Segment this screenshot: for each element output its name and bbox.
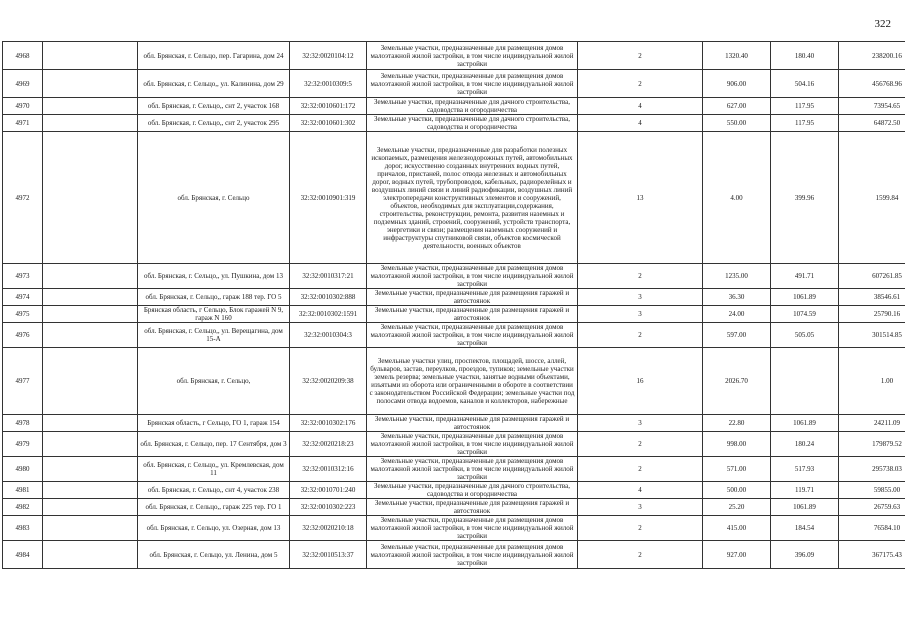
land-use-cell: Земельные участки, предназначенные для дачного строительства, садоводства и огородничества: [367, 98, 578, 115]
cadastral-value-cell: 59855.00: [839, 482, 905, 499]
empty-cell: [43, 541, 138, 569]
cadastral-number-cell: 32:32:0010317:21: [290, 264, 367, 289]
category-cell: 2: [578, 42, 703, 70]
land-use-cell: Земельные участки, предназначенные для размещения домов малоэтажной жилой застройки, в том числе индивидуальной жилой застройки: [367, 457, 578, 482]
address-cell: обл. Брянская, г. Сельцо,, ул. Кремлевская, дом 11: [138, 457, 290, 482]
cadastral-value-cell: 26759.63: [839, 499, 905, 516]
cadastral-number-cell: 32:32:0010302:223: [290, 499, 367, 516]
empty-cell: [43, 132, 138, 264]
empty-cell: [43, 289, 138, 306]
area-cell: 597.00: [703, 323, 771, 348]
row-number: 4980: [3, 457, 43, 482]
row-number: 4971: [3, 115, 43, 132]
cadastral-value-table: [2, 41, 905, 569]
area-cell: 25.20: [703, 499, 771, 516]
row-number: 4976: [3, 323, 43, 348]
empty-cell: [43, 482, 138, 499]
land-use-cell: Земельные участки, предназначенные для размещения домов малоэтажной жилой застройки, в том числе индивидуальной жилой застройки: [367, 323, 578, 348]
table-row: [3, 432, 905, 457]
address-cell: обл. Брянская, г. Сельцо,, гараж 188 тер. ГО 5: [138, 289, 290, 306]
area-cell: 1320.40: [703, 42, 771, 70]
rate-cell: 491.71: [771, 264, 839, 289]
rate-cell: 119.71: [771, 482, 839, 499]
category-cell: 2: [578, 70, 703, 98]
empty-cell: [43, 415, 138, 432]
address-cell: Брянская область, г Сельцо, Блок гаражей N 9, гараж N 160: [138, 306, 290, 323]
table-row: [3, 415, 905, 432]
rate-cell: 517.93: [771, 457, 839, 482]
rate-cell: 117.95: [771, 115, 839, 132]
area-cell: 22.80: [703, 415, 771, 432]
empty-cell: [43, 115, 138, 132]
cadastral-value-cell: 73954.65: [839, 98, 905, 115]
land-use-cell: Земельные участки, предназначенные для размещения домов малоэтажной жилой застройки, в том числе индивидуальной жилой застройки: [367, 42, 578, 70]
row-number: 4982: [3, 499, 43, 516]
empty-cell: [43, 98, 138, 115]
category-cell: 2: [578, 323, 703, 348]
rate-cell: 180.40: [771, 42, 839, 70]
empty-cell: [43, 516, 138, 541]
address-cell: обл. Брянская, г. Сельцо, ул. Озерная, дом 13: [138, 516, 290, 541]
table-row: [3, 289, 905, 306]
category-cell: 2: [578, 541, 703, 569]
table-row: [3, 482, 905, 499]
cadastral-number-cell: 32:32:0010601:172: [290, 98, 367, 115]
row-number: 4978: [3, 415, 43, 432]
category-cell: 3: [578, 499, 703, 516]
address-cell: обл. Брянская, г. Сельцо, пер. 17 Сентября, дом 3: [138, 432, 290, 457]
cadastral-value-cell: 24211.09: [839, 415, 905, 432]
land-use-cell: Земельные участки, предназначенные для дачного строительства, садоводства и огородничества: [367, 115, 578, 132]
empty-cell: [43, 432, 138, 457]
land-use-cell: Земельные участки улиц, проспектов, площадей, шоссе, аллей, бульваров, застав, переулков, проездов, тупиков; земельные участки земель резерва; земельные участки, занятые водными объектами, изъятыми из оборота или ограниченными в обороте в соответствии с законодательством Российской Федерации; земельные участки под полосами отвода водоемов, каналов и коллекторов, набережные: [367, 348, 578, 415]
address-cell: обл. Брянская, г. Сельцо,, ул. Верещагина, дом 15-А: [138, 323, 290, 348]
category-cell: 4: [578, 115, 703, 132]
cadastral-number-cell: 32:32:0010701:240: [290, 482, 367, 499]
rate-cell: 1061.89: [771, 499, 839, 516]
address-cell: обл. Брянская, г. Сельцо,: [138, 348, 290, 415]
land-use-cell: Земельные участки, предназначенные для размещения домов малоэтажной жилой застройки, в том числе индивидуальной жилой застройки: [367, 70, 578, 98]
area-cell: 998.00: [703, 432, 771, 457]
empty-cell: [43, 323, 138, 348]
cadastral-number-cell: 32:32:0010304:3: [290, 323, 367, 348]
area-cell: 927.00: [703, 541, 771, 569]
land-use-cell: Земельные участки, предназначенные для дачного строительства, садоводства и огородничества: [367, 482, 578, 499]
cadastral-value-cell: 367175.43: [839, 541, 905, 569]
land-use-cell: Земельные участки, предназначенные для размещения домов малоэтажной жилой застройки, в том числе индивидуальной жилой застройки: [367, 516, 578, 541]
cadastral-value-cell: 238200.16: [839, 42, 905, 70]
land-use-cell: Земельные участки, предназначенные для размещения домов малоэтажной жилой застройки, в том числе индивидуальной жилой застройки: [367, 541, 578, 569]
area-cell: 1235.00: [703, 264, 771, 289]
table-row: [3, 457, 905, 482]
empty-cell: [43, 457, 138, 482]
empty-cell: [43, 264, 138, 289]
empty-cell: [43, 306, 138, 323]
table-row: [3, 115, 905, 132]
rate-cell: 505.05: [771, 323, 839, 348]
cadastral-value-cell: 76584.10: [839, 516, 905, 541]
cadastral-number-cell: 32:32:0010901:319: [290, 132, 367, 264]
table-body: [3, 42, 905, 569]
address-cell: обл. Брянская, г. Сельцо, ул. Ленина, дом 5: [138, 541, 290, 569]
cadastral-number-cell: 32:32:0010302:888: [290, 289, 367, 306]
table-row: [3, 541, 905, 569]
empty-cell: [43, 42, 138, 70]
land-use-cell: Земельные участки, предназначенные для размещения гаражей и автостоянок: [367, 306, 578, 323]
row-number: 4981: [3, 482, 43, 499]
area-cell: 906.00: [703, 70, 771, 98]
land-use-cell: Земельные участки, предназначенные для размещения домов малоэтажной жилой застройки, в том числе индивидуальной жилой застройки: [367, 264, 578, 289]
cadastral-number-cell: 32:32:0020209:38: [290, 348, 367, 415]
row-number: 4983: [3, 516, 43, 541]
rate-cell: 180.24: [771, 432, 839, 457]
cadastral-number-cell: 32:32:0010302:1591: [290, 306, 367, 323]
cadastral-number-cell: 32:32:0010513:37: [290, 541, 367, 569]
address-cell: обл. Брянская, г. Сельцо: [138, 132, 290, 264]
cadastral-number-cell: 32:32:0010312:16: [290, 457, 367, 482]
land-use-cell: Земельные участки, предназначенные для размещения гаражей и автостоянок: [367, 499, 578, 516]
table-row: [3, 499, 905, 516]
area-cell: 415.00: [703, 516, 771, 541]
cadastral-number-cell: 32:32:0010601:302: [290, 115, 367, 132]
rate-cell: 184.54: [771, 516, 839, 541]
rate-cell: 1061.89: [771, 415, 839, 432]
address-cell: обл. Брянская, г. Сельцо, пер. Гагарина, дом 24: [138, 42, 290, 70]
area-cell: 571.00: [703, 457, 771, 482]
table-row: [3, 264, 905, 289]
table-row: [3, 70, 905, 98]
row-number: 4975: [3, 306, 43, 323]
land-use-cell: Земельные участки, предназначенные для размещения гаражей и автостоянок: [367, 289, 578, 306]
category-cell: 4: [578, 98, 703, 115]
category-cell: 13: [578, 132, 703, 264]
category-cell: 3: [578, 289, 703, 306]
rate-cell: 504.16: [771, 70, 839, 98]
rate-cell: 399.96: [771, 132, 839, 264]
cadastral-value-cell: 456768.96: [839, 70, 905, 98]
address-cell: обл. Брянская, г. Сельцо,, снт 2, участок 295: [138, 115, 290, 132]
land-use-cell: Земельные участки, предназначенные для размещения гаражей и автостоянок: [367, 415, 578, 432]
area-cell: 550.00: [703, 115, 771, 132]
area-cell: 4.00: [703, 132, 771, 264]
cadastral-value-cell: 295738.03: [839, 457, 905, 482]
area-cell: 2026.70: [703, 348, 771, 415]
row-number: 4972: [3, 132, 43, 264]
area-cell: 36.30: [703, 289, 771, 306]
land-use-cell: Земельные участки, предназначенные для разработки полезных ископаемых, размещения железнодорожных путей, автомобильных дорог, искусственно созданных внутренних водных путей, причалов, пристаней, полос отвода железных и автомобильных дорог, водных путей, трубопроводов, кабельных, радиорелейных и воздушных линий связи и линий радиофикации, воздушных линий электропередачи конструктивных элементов и сооружений, объектов, необходимых для эксплуатации,содержания, строительства, реконструкции, ремонта, развития наземных и подземных зданий, строений, сооружений, устройств транспорта, энергетики и связи; размещения наземных сооружений и инфраструктуры спутниковой связи, объектов космической деятельности, военных объектов: [367, 132, 578, 264]
cadastral-number-cell: 32:32:0010309:5: [290, 70, 367, 98]
area-cell: 500.00: [703, 482, 771, 499]
address-cell: обл. Брянская, г. Сельцо,, ул. Калинина, дом 29: [138, 70, 290, 98]
row-number: 4977: [3, 348, 43, 415]
category-cell: 3: [578, 415, 703, 432]
area-cell: 627.00: [703, 98, 771, 115]
row-number: 4984: [3, 541, 43, 569]
row-number: 4979: [3, 432, 43, 457]
cadastral-value-cell: 607261.85: [839, 264, 905, 289]
table-row: [3, 516, 905, 541]
category-cell: 2: [578, 264, 703, 289]
rate-cell: 1074.59: [771, 306, 839, 323]
category-cell: 2: [578, 432, 703, 457]
rate-cell: [771, 348, 839, 415]
category-cell: 16: [578, 348, 703, 415]
row-number: 4968: [3, 42, 43, 70]
page-number: 322: [874, 18, 891, 30]
cadastral-number-cell: 32:32:0020104:12: [290, 42, 367, 70]
cadastral-value-cell: 179879.52: [839, 432, 905, 457]
address-cell: обл. Брянская, г. Сельцо,, ул. Пушкина, дом 13: [138, 264, 290, 289]
row-number: 4969: [3, 70, 43, 98]
cadastral-value-cell: 25790.16: [839, 306, 905, 323]
address-cell: обл. Брянская, г. Сельцо,, гараж 225 тер. ГО 1: [138, 499, 290, 516]
cadastral-value-cell: 38546.61: [839, 289, 905, 306]
cadastral-value-cell: 64872.50: [839, 115, 905, 132]
cadastral-value-cell: 1599.84: [839, 132, 905, 264]
category-cell: 2: [578, 457, 703, 482]
table-row: [3, 323, 905, 348]
cadastral-number-cell: 32:32:0020210:18: [290, 516, 367, 541]
cadastral-number-cell: 32:32:0020218:23: [290, 432, 367, 457]
address-cell: обл. Брянская, г. Сельцо,, снт 2, участок 168: [138, 98, 290, 115]
category-cell: 4: [578, 482, 703, 499]
empty-cell: [43, 70, 138, 98]
cadastral-number-cell: 32:32:0010302:176: [290, 415, 367, 432]
category-cell: 3: [578, 306, 703, 323]
table-row: [3, 348, 905, 415]
rate-cell: 117.95: [771, 98, 839, 115]
address-cell: обл. Брянская, г. Сельцо,, снт 4, участок 238: [138, 482, 290, 499]
table-row: [3, 306, 905, 323]
empty-cell: [43, 499, 138, 516]
address-cell: Брянская область, г Сельцо, ГО 1, гараж 154: [138, 415, 290, 432]
table-row: [3, 98, 905, 115]
land-use-cell: Земельные участки, предназначенные для размещения домов малоэтажной жилой застройки, в том числе индивидуальной жилой застройки: [367, 432, 578, 457]
table-row: [3, 132, 905, 264]
rate-cell: 396.09: [771, 541, 839, 569]
rate-cell: 1061.89: [771, 289, 839, 306]
cadastral-value-cell: 301514.85: [839, 323, 905, 348]
category-cell: 2: [578, 516, 703, 541]
empty-cell: [43, 348, 138, 415]
table-row: [3, 42, 905, 70]
row-number: 4973: [3, 264, 43, 289]
cadastral-value-cell: 1.00: [839, 348, 905, 415]
row-number: 4974: [3, 289, 43, 306]
row-number: 4970: [3, 98, 43, 115]
area-cell: 24.00: [703, 306, 771, 323]
